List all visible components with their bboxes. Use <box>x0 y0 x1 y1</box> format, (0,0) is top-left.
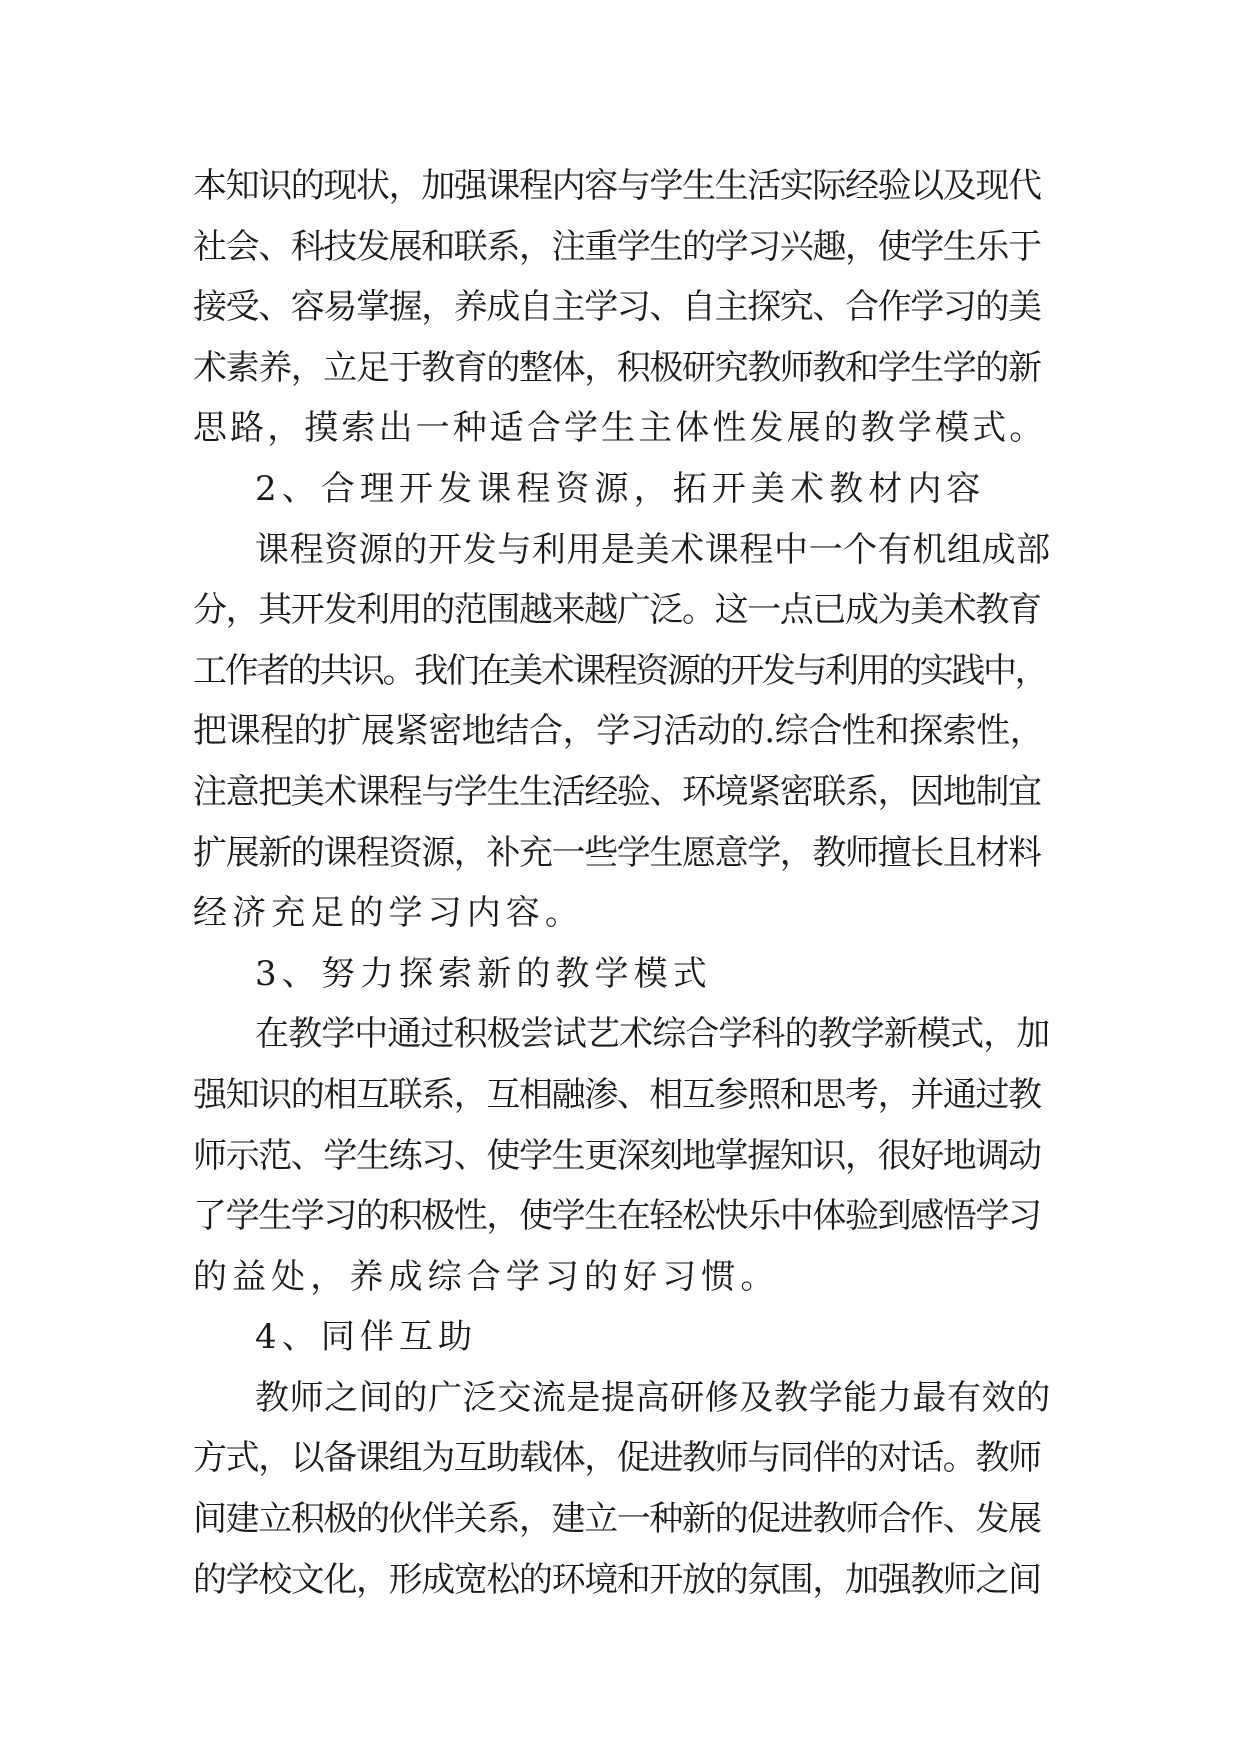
text-line: 经济充足的学习内容。 <box>193 893 584 934</box>
text-line: 注意把美术课程与学生生活经验、环境紧密联系，因地制宜 <box>193 771 1041 812</box>
text-line: 工作者的共识。我们在美术课程资源的开发与利用的实践中， <box>193 650 1047 691</box>
text-line: 本知识的现状，加强课程内容与学生生活实际经验以及现代 <box>193 166 1041 206</box>
text-line: 间建立积极的伙伴关系，建立一种新的促进教师合作、发展 <box>193 1499 1041 1540</box>
text-line: 教师之间的广泛交流是提高研修及教学能力最有效的 <box>255 1377 1051 1418</box>
text-line: 的益处，养成综合学习的好习惯。 <box>193 1256 780 1297</box>
text-line: 师示范、学生练习、使学生更深刻地掌握知识，很好地调动 <box>193 1135 1041 1176</box>
section-heading: 2、合理开发课程资源，拓开美术教材内容 <box>255 468 986 509</box>
section-heading: 4、同伴互助 <box>255 1317 478 1358</box>
section-heading: 3、努力探索新的教学模式 <box>255 953 712 994</box>
text-line: 接受、容易掌握，养成自主学习、自主探究、合作学习的美 <box>193 287 1041 328</box>
text-line: 扩展新的课程资源，补充一些学生愿意学，教师擅长且材料 <box>193 832 1041 873</box>
text-line: 在教学中通过积极尝试艺术综合学科的教学新模式，加 <box>255 1014 1050 1055</box>
body-text <box>193 156 1053 1610</box>
text-line: 的学校文化，形成宽松的环境和开放的氛围，加强教师之间 <box>193 1559 1041 1600</box>
text-line: 方式，以备课组为互助载体，促进教师与同伴的对话。教师 <box>193 1438 1041 1479</box>
text-line: 社会、科技发展和联系，注重学生的学习兴趣，使学生乐于 <box>193 226 1041 267</box>
text-line: 分，其开发利用的范围越来越广泛。这一点已成为美术教育 <box>193 590 1041 631</box>
text-line: 术素养，立足于教育的整体，积极研究教师教和学生学的新 <box>193 347 1041 388</box>
text-line: 课程资源的开发与利用是美术课程中一个有机组成部 <box>255 529 1051 570</box>
text-line: 强知识的相互联系，互相融渗、相互参照和思考，并通过教 <box>193 1074 1041 1115</box>
text-line: 了学生学习的积极性，使学生在轻松快乐中体验到感悟学习 <box>193 1196 1041 1237</box>
text-line: 把课程的扩展紧密地结合，学习活动的.综合性和探索性， <box>193 711 1044 752</box>
text-line: 思路，摸索出一种适合学生主体性发展的教学模式。 <box>193 408 1047 449</box>
